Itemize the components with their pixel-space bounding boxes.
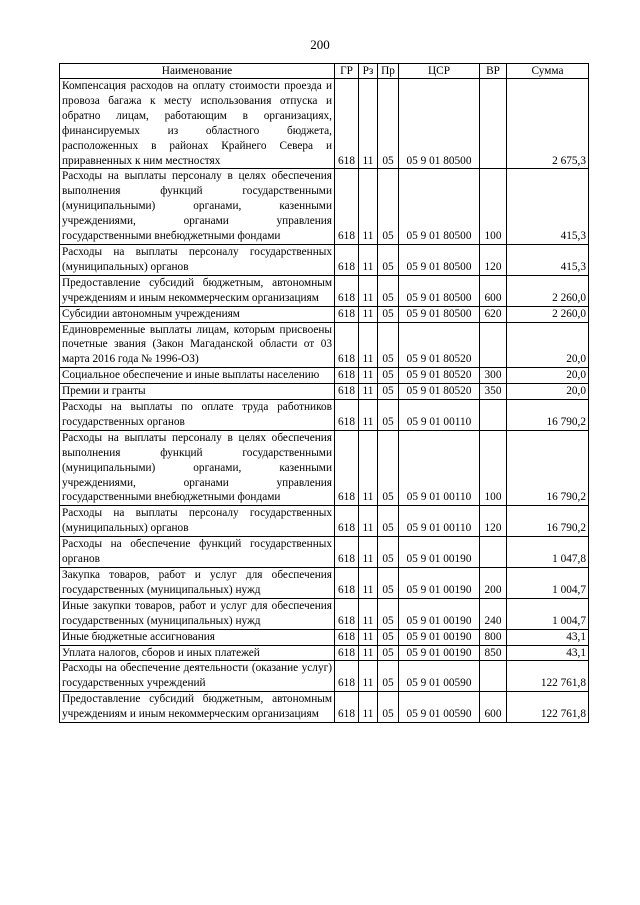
row-sum: 2 675,3	[507, 79, 589, 169]
row-vr	[480, 79, 507, 169]
row-pr: 05	[378, 430, 399, 506]
row-vr	[480, 400, 507, 431]
header-gr: ГР	[335, 64, 359, 79]
row-csr: 05 9 01 00110	[399, 430, 480, 506]
table-row	[60, 79, 589, 169]
row-vr: 350	[480, 384, 507, 400]
table-row	[60, 568, 589, 599]
row-csr: 05 9 01 00110	[399, 400, 480, 431]
row-csr: 05 9 01 80500	[399, 275, 480, 306]
row-gr: 618	[335, 79, 359, 169]
row-gr: 618	[335, 368, 359, 384]
row-vr: 100	[480, 430, 507, 506]
row-pr: 05	[378, 506, 399, 537]
row-gr: 618	[335, 598, 359, 629]
row-vr: 100	[480, 169, 507, 245]
row-rz: 11	[359, 169, 378, 245]
row-name: Социальное обеспечение и иные выплаты населению	[60, 368, 335, 384]
table-row	[60, 306, 589, 322]
row-csr: 05 9 01 00190	[399, 645, 480, 661]
row-gr: 618	[335, 506, 359, 537]
row-gr: 618	[335, 430, 359, 506]
row-csr: 05 9 01 00190	[399, 568, 480, 599]
row-name: Закупка товаров, работ и услуг для обеспечения государственных (муниципальных) нужд	[60, 568, 335, 599]
row-gr: 618	[335, 645, 359, 661]
row-pr: 05	[378, 384, 399, 400]
row-pr: 05	[378, 629, 399, 645]
header-pr: Пр	[378, 64, 399, 79]
row-sum: 20,0	[507, 384, 589, 400]
table-row	[60, 400, 589, 431]
row-gr: 618	[335, 692, 359, 723]
row-sum: 16 790,2	[507, 430, 589, 506]
header-vr: ВР	[480, 64, 507, 79]
row-rz: 11	[359, 322, 378, 368]
row-name: Расходы на обеспечение функций государственных органов	[60, 537, 335, 568]
table-row	[60, 629, 589, 645]
row-name: Субсидии автономным учреждениям	[60, 306, 335, 322]
row-vr	[480, 661, 507, 692]
row-csr: 05 9 01 00190	[399, 598, 480, 629]
row-pr: 05	[378, 661, 399, 692]
row-pr: 05	[378, 322, 399, 368]
row-pr: 05	[378, 169, 399, 245]
row-rz: 11	[359, 79, 378, 169]
row-sum: 1 004,7	[507, 598, 589, 629]
row-vr	[480, 537, 507, 568]
row-vr: 600	[480, 275, 507, 306]
row-gr: 618	[335, 537, 359, 568]
row-csr: 05 9 01 00110	[399, 506, 480, 537]
table-row	[60, 368, 589, 384]
row-csr: 05 9 01 80520	[399, 322, 480, 368]
row-name: Компенсация расходов на оплату стоимости проезда и провоза багажа к месту использования отпуска и обратно лицам, работающим в организациях, финансируемых из областного бюджета, расположенных в районах Крайнего Севера и приравненных к ним местностях	[60, 79, 335, 169]
row-csr: 05 9 01 00590	[399, 692, 480, 723]
row-pr: 05	[378, 537, 399, 568]
row-gr: 618	[335, 661, 359, 692]
row-name: Уплата налогов, сборов и иных платежей	[60, 645, 335, 661]
table-row	[60, 244, 589, 275]
row-csr: 05 9 01 80520	[399, 384, 480, 400]
row-gr: 618	[335, 169, 359, 245]
row-name: Расходы на выплаты персоналу в целях обеспечения выполнения функций государственными (муниципальными) органами, казенными учреждениями, органами управления государственными внебюджетными фондами	[60, 430, 335, 506]
row-rz: 11	[359, 306, 378, 322]
row-csr: 05 9 01 00590	[399, 661, 480, 692]
row-name: Расходы на обеспечение деятельности (оказание услуг) государственных учреждений	[60, 661, 335, 692]
row-sum: 16 790,2	[507, 506, 589, 537]
row-rz: 11	[359, 629, 378, 645]
row-pr: 05	[378, 645, 399, 661]
table-row	[60, 537, 589, 568]
row-rz: 11	[359, 275, 378, 306]
table-row	[60, 169, 589, 245]
table-row	[60, 661, 589, 692]
row-vr: 120	[480, 244, 507, 275]
row-vr	[480, 322, 507, 368]
row-sum: 43,1	[507, 629, 589, 645]
row-sum: 122 761,8	[507, 661, 589, 692]
row-sum: 122 761,8	[507, 692, 589, 723]
row-pr: 05	[378, 692, 399, 723]
header-name: Наименование	[60, 64, 335, 79]
row-sum: 415,3	[507, 244, 589, 275]
row-gr: 618	[335, 400, 359, 431]
table-row	[60, 322, 589, 368]
header-rz: Рз	[359, 64, 378, 79]
header-sum: Сумма	[507, 64, 589, 79]
row-name: Предоставление субсидий бюджетным, автономным учреждениям и иным некоммерческим организациям	[60, 275, 335, 306]
table-row	[60, 598, 589, 629]
row-sum: 16 790,2	[507, 400, 589, 431]
table-row	[60, 506, 589, 537]
row-pr: 05	[378, 598, 399, 629]
row-rz: 11	[359, 430, 378, 506]
row-gr: 618	[335, 629, 359, 645]
row-csr: 05 9 01 80520	[399, 368, 480, 384]
row-vr: 600	[480, 692, 507, 723]
row-name: Единовременные выплаты лицам, которым присвоены почетные звания (Закон Магаданской области от 03 марта 2016 года № 1996-ОЗ)	[60, 322, 335, 368]
row-pr: 05	[378, 275, 399, 306]
table-header-row	[60, 64, 589, 79]
row-rz: 11	[359, 384, 378, 400]
row-vr: 620	[480, 306, 507, 322]
row-vr: 800	[480, 629, 507, 645]
row-name: Расходы на выплаты персоналу в целях обеспечения выполнения функций государственными (муниципальными) органами, казенными учреждениями, органами управления государственными внебюджетными фондами	[60, 169, 335, 245]
row-pr: 05	[378, 79, 399, 169]
row-sum: 415,3	[507, 169, 589, 245]
row-pr: 05	[378, 568, 399, 599]
row-rz: 11	[359, 368, 378, 384]
row-csr: 05 9 01 80500	[399, 244, 480, 275]
row-pr: 05	[378, 368, 399, 384]
page-number: 200	[310, 37, 330, 52]
row-rz: 11	[359, 645, 378, 661]
row-rz: 11	[359, 506, 378, 537]
row-gr: 618	[335, 275, 359, 306]
row-gr: 618	[335, 568, 359, 599]
row-rz: 11	[359, 568, 378, 599]
row-sum: 1 004,7	[507, 568, 589, 599]
row-gr: 618	[335, 306, 359, 322]
row-csr: 05 9 01 00190	[399, 629, 480, 645]
row-gr: 618	[335, 384, 359, 400]
row-sum: 2 260,0	[507, 306, 589, 322]
budget-table	[59, 63, 589, 723]
row-vr: 240	[480, 598, 507, 629]
table-row	[60, 692, 589, 723]
row-csr: 05 9 01 80500	[399, 306, 480, 322]
table-row	[60, 645, 589, 661]
row-rz: 11	[359, 661, 378, 692]
row-pr: 05	[378, 400, 399, 431]
row-sum: 20,0	[507, 368, 589, 384]
row-gr: 618	[335, 322, 359, 368]
row-name: Премии и гранты	[60, 384, 335, 400]
row-sum: 1 047,8	[507, 537, 589, 568]
row-csr: 05 9 01 00190	[399, 537, 480, 568]
table-row	[60, 384, 589, 400]
row-vr: 300	[480, 368, 507, 384]
row-name: Иные закупки товаров, работ и услуг для обеспечения государственных (муниципальных) нужд	[60, 598, 335, 629]
table-row	[60, 430, 589, 506]
row-name: Расходы на выплаты персоналу государственных (муниципальных) органов	[60, 506, 335, 537]
row-gr: 618	[335, 244, 359, 275]
row-sum: 20,0	[507, 322, 589, 368]
row-csr: 05 9 01 80500	[399, 79, 480, 169]
row-rz: 11	[359, 244, 378, 275]
row-vr: 850	[480, 645, 507, 661]
table-row	[60, 275, 589, 306]
row-csr: 05 9 01 80500	[399, 169, 480, 245]
row-sum: 43,1	[507, 645, 589, 661]
row-rz: 11	[359, 400, 378, 431]
row-rz: 11	[359, 537, 378, 568]
row-name: Предоставление субсидий бюджетным, автономным учреждениям и иным некоммерческим организациям	[60, 692, 335, 723]
row-name: Иные бюджетные ассигнования	[60, 629, 335, 645]
row-vr: 200	[480, 568, 507, 599]
row-rz: 11	[359, 598, 378, 629]
row-pr: 05	[378, 306, 399, 322]
row-name: Расходы на выплаты по оплате труда работников государственных органов	[60, 400, 335, 431]
row-pr: 05	[378, 244, 399, 275]
row-rz: 11	[359, 692, 378, 723]
row-vr: 120	[480, 506, 507, 537]
row-name: Расходы на выплаты персоналу государственных (муниципальных) органов	[60, 244, 335, 275]
row-sum: 2 260,0	[507, 275, 589, 306]
header-csr: ЦСР	[399, 64, 480, 79]
